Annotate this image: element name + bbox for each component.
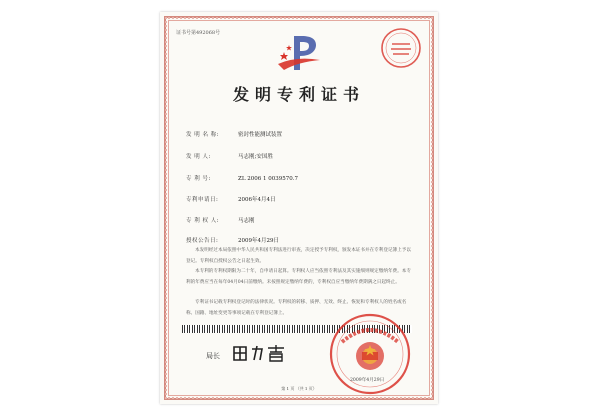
field-value: 2006年4月4日 <box>238 197 276 203</box>
field-value: 2009年4月29日 <box>238 238 279 244</box>
seal-date: 2009年4月29日 <box>350 378 385 383</box>
field-value: 马志刚;安国胜 <box>238 154 273 160</box>
body-paragraph: 本发明经过本局依照中华人民共和国专利法进行审查，决定授予专利权，颁发本证书并在专利登记簿上予以登记。专利权自授权公告之日起生效。 <box>186 248 411 264</box>
field-patent-number <box>186 174 298 182</box>
director-signature-icon <box>230 343 290 363</box>
field-label: 授权公告日: <box>186 238 219 244</box>
field-label: 专 利 号: <box>186 176 211 182</box>
field-grant-date <box>186 236 279 244</box>
director-label: 局长 <box>206 352 220 360</box>
patent-certificate <box>160 12 438 404</box>
field-inventor <box>186 152 273 160</box>
body-paragraph: 专利证书记载专利权登记时的法律状况。专利权的转移、质押、无效、终止、恢复和专利权人的姓名或名称、国籍、地址变更等事项记载在专利登记簿上。 <box>186 300 407 316</box>
field-application-date <box>186 195 276 203</box>
field-value: 密封性能测试装置 <box>238 132 283 138</box>
page-title: 发明专利证书 <box>232 85 365 104</box>
field-value: ZL 2006 1 0039570.7 <box>238 176 298 182</box>
page-footer: 第 1 页 （共 1 页） <box>281 386 317 391</box>
field-label: 专利申请日: <box>186 197 219 203</box>
field-value: 马志刚 <box>238 218 255 224</box>
field-label: 发 明 名 称: <box>186 132 220 138</box>
red-seal-stamp-icon <box>380 27 422 69</box>
body-paragraph: 本专利的专利权期限为二十年，自申请日起算。专利权人应当依照专利法及其实施细则规定缴纳年费。本专利的年费应当在每年04月04日前缴纳。未按照规定缴纳年费的，专利权自应当缴纳年费期满之日起终止。 <box>186 269 411 285</box>
field-label: 专 利 权 人: <box>186 218 220 224</box>
patent-office-logo-icon <box>276 30 322 76</box>
field-invention-name <box>186 130 282 138</box>
field-label: 发 明 人: <box>186 154 211 160</box>
certificate-number: 证书号第492068号 <box>176 30 221 36</box>
field-patentee <box>186 216 255 224</box>
official-seal-icon <box>328 312 412 396</box>
